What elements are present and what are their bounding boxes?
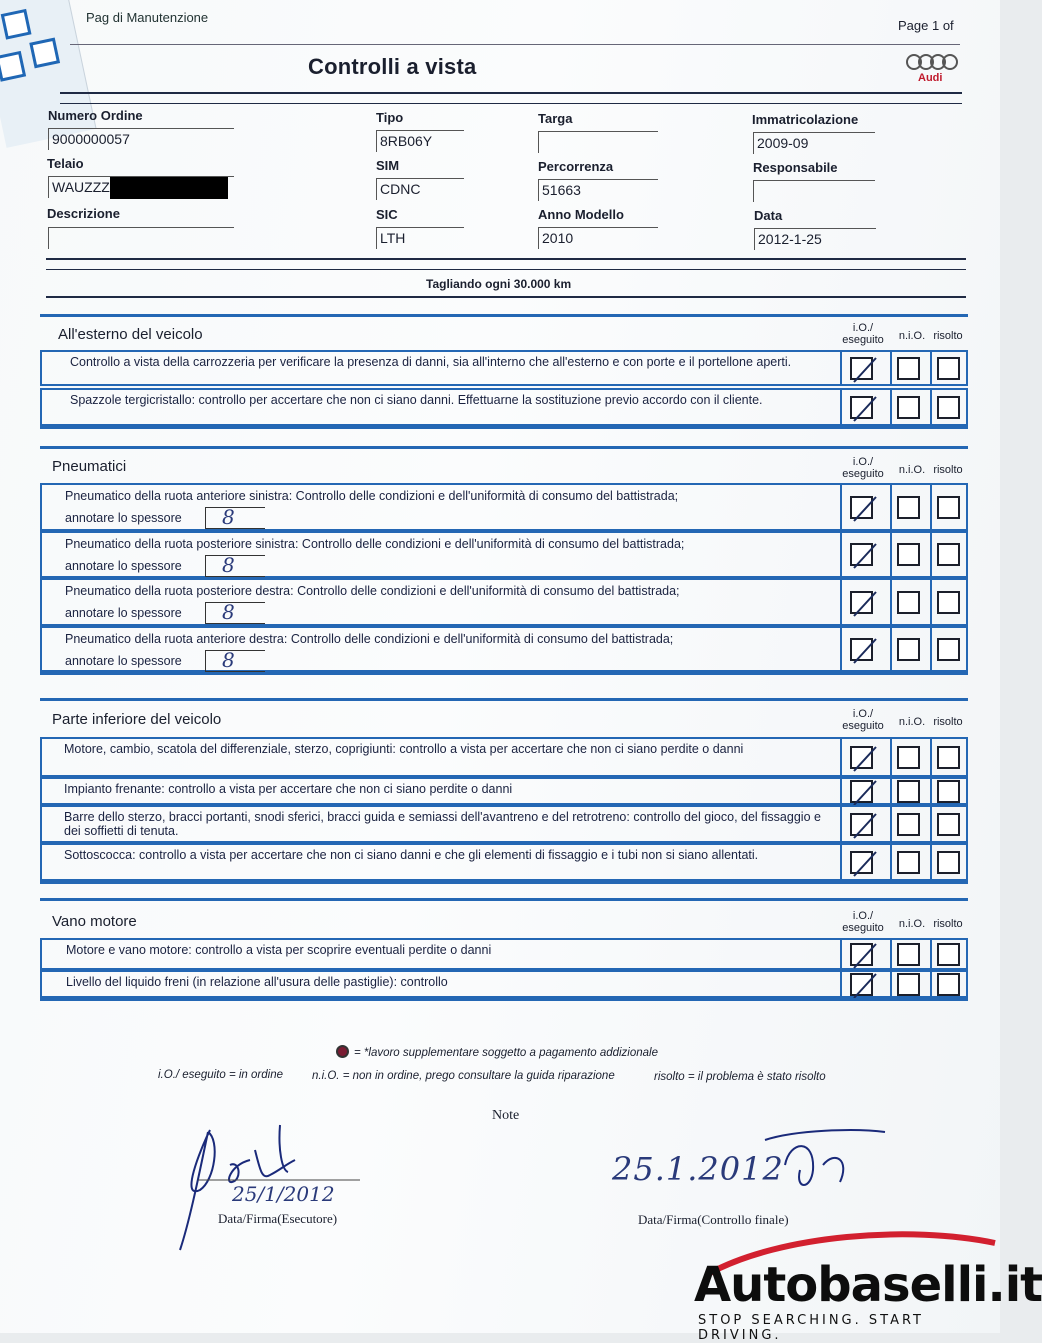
check-stroke-icon [849,850,878,879]
row-text: Spazzole tergicristallo: controllo per accertare che non ci siano danni. Effettuarne la sostituzione previo accordo con il cliente. [70,393,763,407]
field-label: Responsabile [753,160,838,175]
checkbox-nio[interactable] [897,396,920,419]
thickness-value: 8 [222,600,235,624]
column-divider [840,388,842,426]
field-label: SIC [376,207,398,222]
row-text: Motore e vano motore: controllo a vista per scoprire eventuali perdite o danni [66,943,492,957]
column-header-nio: n.i.O. [898,716,926,728]
column-divider [840,843,842,881]
responsabile-field[interactable] [753,180,875,202]
column-divider [840,626,842,672]
descrizione-field[interactable] [48,227,234,249]
thickness-value: 8 [222,553,235,577]
check-stroke-icon [849,542,878,571]
folded-corner [0,0,97,148]
legend-io-desc: = in ordine [228,1069,283,1081]
legend-io-term: i.O./ eseguito [158,1069,226,1081]
sim-field[interactable]: CDNC [376,178,464,200]
field-label: Percorrenza [538,159,614,174]
checkbox-risolto[interactable] [937,638,960,661]
column-divider [890,938,892,970]
field-label: Telaio [47,156,84,171]
column-divider [840,483,842,531]
audi-ring-icon [942,54,958,70]
column-divider [840,805,842,843]
checkbox-io[interactable] [850,591,873,614]
telaio-value: WAUZZZ [52,179,110,195]
column-divider [930,388,932,426]
column-divider [890,350,892,386]
field-label: Targa [538,111,573,126]
numero-ordine-field[interactable]: 9000000057 [48,128,234,150]
checkbox-io[interactable] [850,746,873,769]
column-header-nio: n.i.O. [898,464,926,476]
row-text: Barre dello sterzo, bracci portanti, snodi sferici, bracci guida e semiassi dell'avantreno e del retrotreno: controllo del gioco, del fissaggio e dei soffietti di tenuta. [64,810,821,838]
checkbox-nio[interactable] [897,943,920,966]
checkbox-nio[interactable] [897,638,920,661]
field-label: Descrizione [47,206,120,221]
column-divider [890,388,892,426]
title-top-rule [70,44,960,45]
row-text: Motore, cambio, scatola del differenziale, sterzo, coprigiunti: controllo a vista per accertare che non ci siano perdite o danni [64,742,744,756]
check-stroke-icon [849,745,878,774]
column-divider [890,970,892,998]
field-label: SIM [376,158,400,173]
immatricolazione-field[interactable]: 2009-09 [753,132,875,154]
column-header-io: i.O./ eseguito [842,910,884,934]
audi-logo [906,54,966,84]
checkbox-risolto[interactable] [937,813,960,836]
column-divider [930,350,932,386]
thickness-label: annotare lo spessore [65,559,182,573]
section-title: Pneumatici [52,458,127,475]
check-stroke-icon [849,637,878,666]
sic-field[interactable]: LTH [376,227,464,249]
thickness-label: annotare lo spessore [65,654,182,668]
legend-risolto [654,1071,826,1083]
watermark-tagline: STOP SEARCHING. START DRIVING. [698,1313,924,1343]
column-divider [930,626,932,672]
column-divider [840,777,842,805]
redaction-bar [110,177,228,199]
section-top-rule [40,314,968,317]
column-divider [930,483,932,531]
checkbox-nio[interactable] [897,813,920,836]
checkbox-io[interactable] [850,357,873,380]
row-text: Pneumatico della ruota posteriore destra: Controllo delle condizioni e dell'uniformità di consumo del battistrada; [65,584,680,598]
checkbox-risolto[interactable] [937,496,960,519]
row-text: Sottoscocca: controllo a vista per accertare che non ci siano danni e che gli elementi di fissaggio e i tubi non si siano allentati. [64,848,759,862]
legend-nio [312,1070,615,1082]
check-stroke-icon [849,495,878,524]
thickness-field[interactable] [205,602,265,624]
interval-bottom-rule [46,296,966,298]
row-text: Impianto frenante: controllo a vista per accertare che non ci siano perdite o danni [64,782,513,796]
column-divider [930,938,932,970]
checkbox-nio[interactable] [897,496,920,519]
field-label: Numero Ordine [48,108,143,123]
checkbox-io[interactable] [850,638,873,661]
field-label: Immatricolazione [752,112,859,127]
section-title: Parte inferiore del veicolo [52,711,222,728]
final-check-signature [755,1120,895,1200]
row-text: Pneumatico della ruota anteriore sinistra: Controllo delle condizioni e dell'uniformità di consumo del battistrada; [65,489,679,503]
final-check-date: 25.1.2012 [612,1150,784,1188]
page-number: Page 1 of [898,18,954,33]
check-stroke-icon [849,395,878,424]
column-header-risolto: risolto [933,330,963,342]
audi-brand: Audi [918,72,943,84]
column-divider [890,483,892,531]
corner-checkbox [29,38,60,69]
column-divider [840,531,842,578]
checkbox-io[interactable] [850,851,873,874]
checkbox-io[interactable] [850,396,873,419]
percorrenza-field[interactable]: 51663 [538,179,658,201]
column-divider [930,531,932,578]
corner-checkbox [0,51,26,82]
checkbox-risolto[interactable] [937,780,960,803]
checkbox-nio[interactable] [897,746,920,769]
row-text: Livello del liquido freni (in relazione all'usura delle pastiglie): controllo [66,975,448,989]
note-label: Note [492,1108,520,1123]
section-top-rule [40,898,968,901]
legend-risolto-desc: = il problema è stato risolto [687,1071,826,1083]
checkbox-io[interactable] [850,496,873,519]
thickness-label: annotare lo spessore [65,511,182,525]
thickness-value: 8 [222,505,235,529]
targa-field[interactable] [538,131,658,153]
checkbox-io[interactable] [850,943,873,966]
column-header-risolto: risolto [933,716,963,728]
check-stroke-icon [849,972,878,1001]
column-divider [840,737,842,777]
column-header-risolto: risolto [933,464,963,476]
watermark-brand: Autobaselli.it [694,1257,1042,1313]
column-divider [890,737,892,777]
extra-work-icon [336,1045,349,1058]
section-bottom-rule [40,672,968,675]
column-header-io: i.O./ eseguito [842,708,884,732]
check-stroke-icon [849,812,878,841]
watermark [690,1225,1042,1343]
interval-top-rule-2 [46,269,966,270]
row-text: Controllo a vista della carrozzeria per verificare la presenza di danni, sia all'interno che all'esterno e con porte e il portellone aperti. [70,355,792,369]
column-divider [840,938,842,970]
title-bottom-rule [60,92,962,94]
executor-date: 25/1/2012 [232,1182,335,1206]
section-bottom-rule [40,881,968,884]
thickness-field[interactable] [205,507,265,529]
column-divider [890,805,892,843]
checkbox-nio[interactable] [897,543,920,566]
checkbox-risolto[interactable] [937,943,960,966]
column-header-nio: n.i.O. [898,330,926,342]
column-header-risolto: risolto [933,918,963,930]
data-field[interactable]: 2012-1-25 [754,228,876,250]
page-title: Controlli a vista [308,54,477,79]
column-divider [890,777,892,805]
corner-checkbox [1,9,32,40]
anno-modello-field[interactable]: 2010 [538,227,658,249]
tipo-field[interactable]: 8RB06Y [376,130,464,152]
checkbox-nio[interactable] [897,357,920,380]
column-divider [890,531,892,578]
check-stroke-icon [849,590,878,619]
executor-caption: Data/Firma(Esecutore) [218,1211,338,1226]
column-divider [930,970,932,998]
section-top-rule [40,698,968,701]
field-label: Anno Modello [538,207,624,222]
column-header-nio: n.i.O. [898,918,926,930]
checkbox-io[interactable] [850,813,873,836]
row-text: Pneumatico della ruota posteriore sinistra: Controllo delle condizioni e dell'uniformità di consumo del battistrada; [65,537,685,551]
field-label: Tipo [376,110,404,125]
legend-nio-desc: = non in ordine, prego consultare la guida riparazione [342,1070,615,1082]
checkbox-risolto[interactable] [937,746,960,769]
section-top-rule [40,446,968,449]
checkbox-risolto[interactable] [937,396,960,419]
legend-nio-term: n.i.O. [312,1070,340,1082]
section-title: All'esterno del veicolo [58,326,203,343]
checkbox-risolto[interactable] [937,973,960,996]
checkbox-nio[interactable] [897,591,920,614]
final-check-caption: Data/Firma(Controllo finale) [638,1212,789,1227]
service-interval: Tagliando ogni 30.000 km [426,277,572,291]
interval-top-rule [46,258,966,260]
section-bottom-rule [40,998,968,1001]
checkbox-risolto[interactable] [937,851,960,874]
thickness-field[interactable] [205,650,265,672]
thickness-value: 8 [222,648,235,672]
checkbox-io[interactable] [850,973,873,996]
row-text: Pneumatico della ruota anteriore destra: Controllo delle condizioni e dell'uniformità di consumo del battistrada; [65,632,674,646]
section-bottom-rule [40,426,968,429]
column-divider [890,843,892,881]
checkbox-nio[interactable] [897,973,920,996]
column-header-io: i.O./ eseguito [842,456,884,480]
thickness-field[interactable] [205,555,265,577]
checkbox-io[interactable] [850,543,873,566]
section-title: Vano motore [52,913,137,930]
legend-io [158,1069,283,1081]
checkbox-risolto[interactable] [937,357,960,380]
checkbox-io[interactable] [850,780,873,803]
thickness-label: annotare lo spessore [65,606,182,620]
column-divider [840,350,842,386]
column-divider [930,843,932,881]
column-divider [890,578,892,626]
corner-label: Pag di Manutenzione [86,10,209,25]
checkbox-risolto[interactable] [937,591,960,614]
checkbox-nio[interactable] [897,780,920,803]
column-divider [930,777,932,805]
column-header-io: i.O./ eseguito [842,322,884,346]
checkbox-risolto[interactable] [937,543,960,566]
column-divider [930,737,932,777]
column-divider [840,970,842,998]
checkbox-nio[interactable] [897,851,920,874]
column-divider [890,626,892,672]
field-label: Data [754,208,783,223]
check-stroke-icon [849,356,878,385]
check-stroke-icon [849,779,878,808]
column-divider [930,578,932,626]
column-divider [930,805,932,843]
legend-extra: = *lavoro supplementare soggetto a pagamento addizionale [354,1047,659,1059]
legend-risolto-term: risolto [654,1071,685,1083]
title-bottom-rule-2 [60,103,962,104]
check-stroke-icon [849,942,878,971]
column-divider [840,578,842,626]
